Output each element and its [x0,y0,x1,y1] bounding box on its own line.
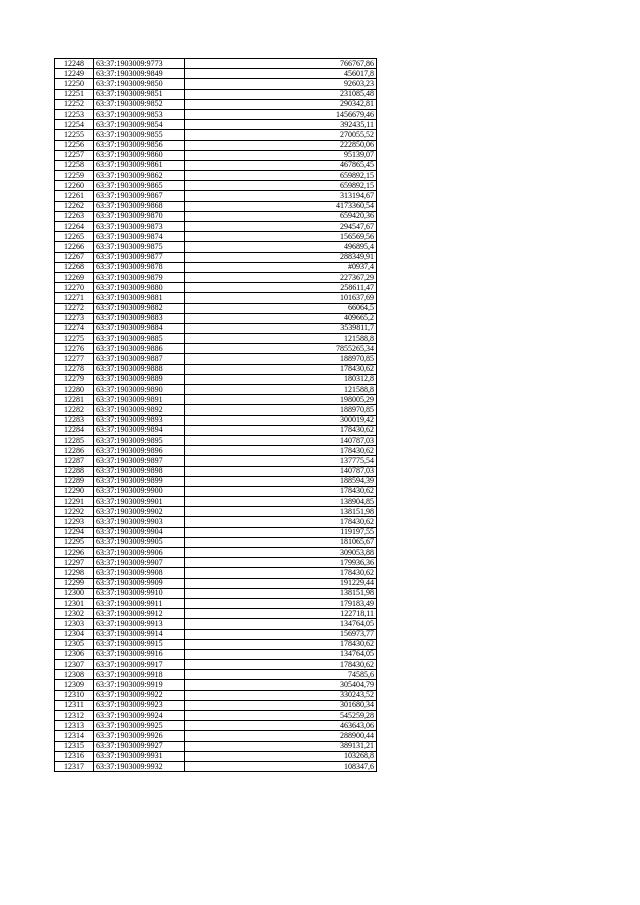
cadastral-number-cell: 63:37:1903009:9892 [94,405,185,415]
cadastral-number-cell: 63:37:1903009:9914 [94,629,185,639]
table-row [55,446,377,456]
cadastral-number-cell: 63:37:1903009:9773 [94,59,185,69]
cadastral-number-cell: 63:37:1903009:9904 [94,527,185,537]
row-number-cell: 12311 [55,700,94,710]
cadastral-value-cell: 288900,44 [185,731,377,741]
cadastral-number-cell: 63:37:1903009:9931 [94,751,185,761]
cadastral-number-cell: 63:37:1903009:9878 [94,262,185,272]
row-number-cell: 12285 [55,435,94,445]
row-number-cell: 12251 [55,89,94,99]
cadastral-number-cell: 63:37:1903009:9850 [94,79,185,89]
cadastral-number-cell: 63:37:1903009:9900 [94,486,185,496]
cadastral-value-cell: 122718,11 [185,609,377,619]
table-row [55,323,377,333]
table-row [55,670,377,680]
cadastral-value-cell: 659420,36 [185,211,377,221]
row-number-cell: 12282 [55,405,94,415]
cadastral-number-cell: 63:37:1903009:9870 [94,211,185,221]
table-row [55,537,377,547]
table-row [55,721,377,731]
cadastral-value-cell: 231085,48 [185,89,377,99]
cadastral-number-cell: 63:37:1903009:9885 [94,334,185,344]
row-number-cell: 12277 [55,354,94,364]
row-number-cell: 12287 [55,456,94,466]
cadastral-number-cell: 63:37:1903009:9902 [94,507,185,517]
table-row [55,171,377,181]
cadastral-value-cell: 330243,52 [185,690,377,700]
cadastral-number-cell: 63:37:1903009:9874 [94,232,185,242]
cadastral-value-cell: 301680,34 [185,700,377,710]
row-number-cell: 12257 [55,150,94,160]
cadastral-value-cell: 1456679,46 [185,109,377,119]
cadastral-value-cell: 313194,67 [185,191,377,201]
cadastral-value-cell: 288349,91 [185,252,377,262]
table-row [55,741,377,751]
row-number-cell: 12248 [55,59,94,69]
table-row [55,700,377,710]
row-number-cell: 12286 [55,446,94,456]
table-row [55,181,377,191]
cadastral-value-cell: 138151,98 [185,507,377,517]
cadastral-number-cell: 63:37:1903009:9913 [94,619,185,629]
cadastral-number-cell: 63:37:1903009:9852 [94,99,185,109]
cadastral-number-cell: 63:37:1903009:9865 [94,181,185,191]
table-row [55,211,377,221]
cadastral-number-cell: 63:37:1903009:9873 [94,222,185,232]
cadastral-number-cell: 63:37:1903009:9908 [94,568,185,578]
table-row [55,89,377,99]
row-number-cell: 12295 [55,537,94,547]
cadastral-number-cell: 63:37:1903009:9924 [94,711,185,721]
row-number-cell: 12266 [55,242,94,252]
cadastral-number-cell: 63:37:1903009:9899 [94,476,185,486]
cadastral-value-cell: 270055,52 [185,130,377,140]
cadastral-number-cell: 63:37:1903009:9880 [94,283,185,293]
table-row [55,130,377,140]
cadastral-value-cell: 659892,15 [185,171,377,181]
cadastral-value-cell: 140787,03 [185,466,377,476]
row-number-cell: 12305 [55,639,94,649]
cadastral-number-cell: 63:37:1903009:9927 [94,741,185,751]
cadastral-value-cell: 227367,29 [185,272,377,282]
table-row [55,619,377,629]
table-row [55,507,377,517]
table-row [55,252,377,262]
cadastral-number-cell: 63:37:1903009:9932 [94,761,185,771]
row-number-cell: 12264 [55,222,94,232]
cadastral-value-table [54,58,377,772]
table-row [55,731,377,741]
cadastral-value-cell: 134764,05 [185,649,377,659]
table-row [55,385,377,395]
row-number-cell: 12274 [55,323,94,333]
cadastral-value-cell: 178430,62 [185,364,377,374]
cadastral-value-cell: 188970,85 [185,354,377,364]
cadastral-number-cell: 63:37:1903009:9887 [94,354,185,364]
table-row [55,69,377,79]
table-row [55,456,377,466]
row-number-cell: 12308 [55,670,94,680]
cadastral-number-cell: 63:37:1903009:9896 [94,446,185,456]
cadastral-number-cell: 63:37:1903009:9855 [94,130,185,140]
table-row [55,761,377,771]
table-row [55,140,377,150]
table-row [55,201,377,211]
table-row [55,649,377,659]
table-row [55,303,377,313]
cadastral-number-cell: 63:37:1903009:9916 [94,649,185,659]
table-row [55,374,377,384]
cadastral-number-cell: 63:37:1903009:9861 [94,160,185,170]
cadastral-number-cell: 63:37:1903009:9856 [94,140,185,150]
cadastral-number-cell: 63:37:1903009:9911 [94,598,185,608]
row-number-cell: 12262 [55,201,94,211]
cadastral-number-cell: 63:37:1903009:9877 [94,252,185,262]
cadastral-value-cell: 178430,62 [185,446,377,456]
table-row [55,313,377,323]
cadastral-value-cell: 140787,03 [185,435,377,445]
cadastral-number-cell: 63:37:1903009:9895 [94,435,185,445]
cadastral-value-cell: 4173360,54 [185,201,377,211]
row-number-cell: 12292 [55,507,94,517]
cadastral-number-cell: 63:37:1903009:9925 [94,721,185,731]
cadastral-value-cell: 138151,98 [185,588,377,598]
table-row [55,191,377,201]
cadastral-value-cell: 103268,8 [185,751,377,761]
cadastral-number-cell: 63:37:1903009:9909 [94,578,185,588]
row-number-cell: 12254 [55,120,94,130]
row-number-cell: 12267 [55,252,94,262]
cadastral-value-cell: 178430,62 [185,425,377,435]
row-number-cell: 12249 [55,69,94,79]
cadastral-value-cell: 545259,28 [185,711,377,721]
row-number-cell: 12313 [55,721,94,731]
cadastral-number-cell: 63:37:1903009:9888 [94,364,185,374]
cadastral-number-cell: 63:37:1903009:9851 [94,89,185,99]
cadastral-number-cell: 63:37:1903009:9890 [94,385,185,395]
table-row [55,283,377,293]
row-number-cell: 12296 [55,548,94,558]
cadastral-value-cell: 74585,6 [185,670,377,680]
cadastral-number-cell: 63:37:1903009:9889 [94,374,185,384]
table-row [55,598,377,608]
row-number-cell: 12276 [55,344,94,354]
cadastral-number-cell: 63:37:1903009:9881 [94,293,185,303]
row-number-cell: 12268 [55,262,94,272]
table-row [55,262,377,272]
cadastral-number-cell: 63:37:1903009:9898 [94,466,185,476]
row-number-cell: 12300 [55,588,94,598]
table-row [55,425,377,435]
table-row [55,578,377,588]
row-number-cell: 12259 [55,171,94,181]
table-row [55,222,377,232]
table-row [55,548,377,558]
cadastral-value-cell: 766767,86 [185,59,377,69]
cadastral-number-cell: 63:37:1903009:9905 [94,537,185,547]
table-row [55,527,377,537]
row-number-cell: 12293 [55,517,94,527]
cadastral-number-cell: 63:37:1903009:9915 [94,639,185,649]
cadastral-value-cell: 179183,49 [185,598,377,608]
row-number-cell: 12312 [55,711,94,721]
cadastral-value-cell: 121588,8 [185,334,377,344]
table-row [55,242,377,252]
row-number-cell: 12272 [55,303,94,313]
cadastral-value-cell: 258611,47 [185,283,377,293]
table-row [55,120,377,130]
cadastral-value-cell: 180312,8 [185,374,377,384]
row-number-cell: 12303 [55,619,94,629]
cadastral-value-cell: 178430,62 [185,517,377,527]
table-row [55,334,377,344]
cadastral-value-cell: 305404,79 [185,680,377,690]
cadastral-value-cell: 463643,06 [185,721,377,731]
table-row [55,690,377,700]
row-number-cell: 12263 [55,211,94,221]
row-number-cell: 12299 [55,578,94,588]
table-row [55,344,377,354]
table-row [55,497,377,507]
cadastral-value-cell: 392435,11 [185,120,377,130]
cadastral-number-cell: 63:37:1903009:9854 [94,120,185,130]
cadastral-number-cell: 63:37:1903009:9910 [94,588,185,598]
table-row [55,486,377,496]
row-number-cell: 12281 [55,395,94,405]
table-row [55,364,377,374]
cadastral-value-cell: 300019,42 [185,415,377,425]
cadastral-number-cell: 63:37:1903009:9901 [94,497,185,507]
table-row [55,435,377,445]
cadastral-value-cell: 309053,88 [185,548,377,558]
cadastral-value-cell: 294547,67 [185,222,377,232]
row-number-cell: 12302 [55,609,94,619]
row-number-cell: 12255 [55,130,94,140]
cadastral-number-cell: 63:37:1903009:9926 [94,731,185,741]
cadastral-number-cell: 63:37:1903009:9906 [94,548,185,558]
row-number-cell: 12294 [55,527,94,537]
cadastral-number-cell: 63:37:1903009:9868 [94,201,185,211]
cadastral-value-cell: 178430,62 [185,568,377,578]
cadastral-number-cell: 63:37:1903009:9912 [94,609,185,619]
cadastral-value-cell: 138904,85 [185,497,377,507]
row-number-cell: 12260 [55,181,94,191]
cadastral-number-cell: 63:37:1903009:9893 [94,415,185,425]
cadastral-value-cell: 178430,62 [185,660,377,670]
table-body [55,59,377,772]
cadastral-value-cell: 179936,36 [185,558,377,568]
row-number-cell: 12297 [55,558,94,568]
table-row [55,272,377,282]
cadastral-value-cell: 467865,45 [185,160,377,170]
table-row [55,609,377,619]
cadastral-value-cell: 659892,15 [185,181,377,191]
row-number-cell: 12253 [55,109,94,119]
table-row [55,293,377,303]
row-number-cell: 12284 [55,425,94,435]
cadastral-number-cell: 63:37:1903009:9862 [94,171,185,181]
table-row [55,639,377,649]
cadastral-number-cell: 63:37:1903009:9853 [94,109,185,119]
row-number-cell: 12279 [55,374,94,384]
cadastral-value-cell: 188594,39 [185,476,377,486]
cadastral-value-cell: 178430,62 [185,639,377,649]
row-number-cell: 12314 [55,731,94,741]
cadastral-value-cell: 7855265,34 [185,344,377,354]
cadastral-value-cell: 290342,81 [185,99,377,109]
table-row [55,395,377,405]
table-row [55,660,377,670]
table-row [55,466,377,476]
cadastral-number-cell: 63:37:1903009:9918 [94,670,185,680]
cadastral-value-cell: 389131,21 [185,741,377,751]
cadastral-value-cell: 409665,2 [185,313,377,323]
cadastral-value-cell: 156569,56 [185,232,377,242]
cadastral-value-cell: 178430,62 [185,486,377,496]
table-row [55,99,377,109]
cadastral-value-cell: 134764,05 [185,619,377,629]
table-row [55,79,377,89]
cadastral-number-cell: 63:37:1903009:9897 [94,456,185,466]
cadastral-value-cell: 92603,23 [185,79,377,89]
row-number-cell: 12252 [55,99,94,109]
table-row [55,517,377,527]
cadastral-number-cell: 63:37:1903009:9875 [94,242,185,252]
row-number-cell: 12315 [55,741,94,751]
row-number-cell: 12271 [55,293,94,303]
row-number-cell: 12289 [55,476,94,486]
row-number-cell: 12258 [55,160,94,170]
cadastral-value-cell: 156973,77 [185,629,377,639]
row-number-cell: 12270 [55,283,94,293]
cadastral-value-cell: 191229,44 [185,578,377,588]
row-number-cell: 12280 [55,385,94,395]
row-number-cell: 12298 [55,568,94,578]
table-row [55,150,377,160]
cadastral-number-cell: 63:37:1903009:9919 [94,680,185,690]
table-row [55,568,377,578]
table-row [55,354,377,364]
cadastral-value-cell: 198005,29 [185,395,377,405]
cadastral-number-cell: 63:37:1903009:9867 [94,191,185,201]
table-row [55,629,377,639]
table-row [55,232,377,242]
cadastral-value-cell: 456017,8 [185,69,377,79]
row-number-cell: 12310 [55,690,94,700]
cadastral-number-cell: 63:37:1903009:9894 [94,425,185,435]
cadastral-number-cell: 63:37:1903009:9879 [94,272,185,282]
table-row [55,405,377,415]
cadastral-number-cell: 63:37:1903009:9903 [94,517,185,527]
table-row [55,59,377,69]
cadastral-number-cell: 63:37:1903009:9907 [94,558,185,568]
cadastral-value-cell: 188970,85 [185,405,377,415]
row-number-cell: 12301 [55,598,94,608]
table-row [55,751,377,761]
table-row [55,109,377,119]
table-row [55,680,377,690]
row-number-cell: 12256 [55,140,94,150]
cadastral-number-cell: 63:37:1903009:9884 [94,323,185,333]
cadastral-number-cell: 63:37:1903009:9922 [94,690,185,700]
row-number-cell: 12307 [55,660,94,670]
cadastral-number-cell: 63:37:1903009:9849 [94,69,185,79]
row-number-cell: 12278 [55,364,94,374]
row-number-cell: 12317 [55,761,94,771]
cadastral-value-cell: #0937,4 [185,262,377,272]
cadastral-value-cell: 108347,6 [185,761,377,771]
row-number-cell: 12273 [55,313,94,323]
table-row [55,588,377,598]
cadastral-value-cell: 181065,67 [185,537,377,547]
cadastral-value-cell: 119197,55 [185,527,377,537]
row-number-cell: 12269 [55,272,94,282]
cadastral-number-cell: 63:37:1903009:9891 [94,395,185,405]
cadastral-value-cell: 222850,06 [185,140,377,150]
cadastral-number-cell: 63:37:1903009:9883 [94,313,185,323]
cadastral-value-cell: 3539811,7 [185,323,377,333]
table-row [55,160,377,170]
row-number-cell: 12283 [55,415,94,425]
row-number-cell: 12304 [55,629,94,639]
cadastral-value-cell: 101637,69 [185,293,377,303]
table-row [55,415,377,425]
cadastral-value-cell: 66064,5 [185,303,377,313]
table-row [55,476,377,486]
row-number-cell: 12290 [55,486,94,496]
cadastral-value-cell: 95139,07 [185,150,377,160]
row-number-cell: 12306 [55,649,94,659]
row-number-cell: 12309 [55,680,94,690]
cadastral-number-cell: 63:37:1903009:9917 [94,660,185,670]
cadastral-value-cell: 496895,4 [185,242,377,252]
cadastral-number-cell: 63:37:1903009:9860 [94,150,185,160]
row-number-cell: 12288 [55,466,94,476]
row-number-cell: 12250 [55,79,94,89]
table-row [55,558,377,568]
cadastral-value-cell: 137775,54 [185,456,377,466]
table-row [55,711,377,721]
cadastral-number-cell: 63:37:1903009:9882 [94,303,185,313]
cadastral-number-cell: 63:37:1903009:9886 [94,344,185,354]
row-number-cell: 12261 [55,191,94,201]
row-number-cell: 12275 [55,334,94,344]
cadastral-number-cell: 63:37:1903009:9923 [94,700,185,710]
row-number-cell: 12265 [55,232,94,242]
cadastral-value-cell: 121588,8 [185,385,377,395]
row-number-cell: 12291 [55,497,94,507]
row-number-cell: 12316 [55,751,94,761]
